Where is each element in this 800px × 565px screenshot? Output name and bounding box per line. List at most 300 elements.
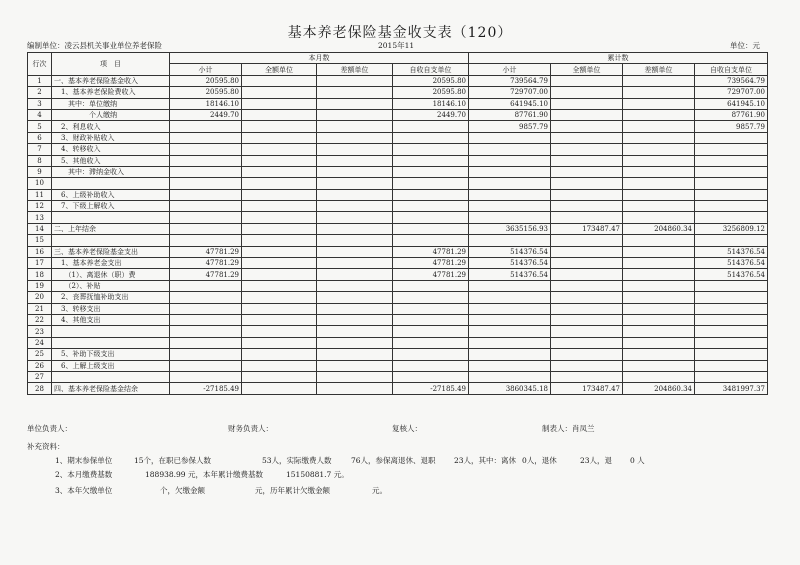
value-cell — [623, 201, 695, 212]
value-cell — [623, 189, 695, 200]
value-cell — [623, 303, 695, 314]
value-cell — [695, 212, 768, 223]
row-item: 1、基本养老保险费收入 — [52, 87, 170, 98]
value-cell — [623, 371, 695, 382]
row-number: 5 — [28, 121, 52, 132]
value-cell — [317, 121, 393, 132]
value-cell — [170, 280, 242, 291]
value-cell — [242, 246, 317, 257]
value-cell — [393, 303, 469, 314]
value-cell — [469, 349, 551, 360]
value-cell — [393, 144, 469, 155]
value-cell — [623, 246, 695, 257]
row-item: 个人缴纳 — [52, 109, 170, 120]
value-cell — [317, 201, 393, 212]
table-row — [28, 349, 768, 360]
row-number: 25 — [28, 349, 52, 360]
table-row — [28, 269, 768, 280]
value-cell — [623, 269, 695, 280]
value-cell — [551, 155, 623, 166]
value-cell: 47781.29 — [170, 246, 242, 257]
table-row — [28, 132, 768, 143]
value-cell: 204860.34 — [623, 223, 695, 234]
value-cell: -27185.49 — [393, 383, 469, 394]
value-cell — [317, 212, 393, 223]
value-cell — [551, 189, 623, 200]
value-cell — [551, 292, 623, 303]
value-cell — [551, 166, 623, 177]
note-2-label: 2、本月缴费基数 — [55, 470, 113, 479]
value-cell — [551, 87, 623, 98]
row-number: 12 — [28, 201, 52, 212]
value-cell — [695, 371, 768, 382]
value-cell: 641945.10 — [469, 98, 551, 109]
subheader-cell: 差额单位 — [317, 64, 393, 75]
note-3-arrears: 个，欠缴金额 — [160, 486, 205, 495]
header-cumulative: 累计数 — [469, 53, 768, 64]
value-cell: 739564.79 — [695, 75, 768, 86]
note-2-month-base: 188938.99 元，本年累计缴费基数 — [145, 470, 263, 479]
note-2-year-base: 15150881.7 元。 — [286, 470, 349, 479]
row-item — [52, 212, 170, 223]
row-number: 10 — [28, 178, 52, 189]
row-item: 其中：单位缴纳 — [52, 98, 170, 109]
value-cell — [317, 87, 393, 98]
row-number: 15 — [28, 235, 52, 246]
value-cell — [393, 326, 469, 337]
value-cell — [317, 303, 393, 314]
table-row — [28, 212, 768, 223]
value-cell — [317, 235, 393, 246]
value-cell: 3256809.12 — [695, 223, 768, 234]
value-cell — [242, 109, 317, 120]
report-period: 2015年11 — [378, 41, 415, 50]
row-item: 其中：滞纳金收入 — [52, 166, 170, 177]
value-cell — [695, 349, 768, 360]
table-row — [28, 360, 768, 371]
value-cell — [551, 371, 623, 382]
row-number: 14 — [28, 223, 52, 234]
value-cell — [623, 349, 695, 360]
value-cell — [170, 292, 242, 303]
value-cell — [393, 223, 469, 234]
value-cell: 2449.70 — [393, 109, 469, 120]
value-cell: 47781.29 — [170, 269, 242, 280]
table-row — [28, 87, 768, 98]
value-cell — [695, 337, 768, 348]
row-number: 18 — [28, 269, 52, 280]
value-cell: 2449.70 — [170, 109, 242, 120]
value-cell — [623, 235, 695, 246]
value-cell — [393, 280, 469, 291]
table-row — [28, 109, 768, 120]
value-cell: 3860345.18 — [469, 383, 551, 394]
table-row — [28, 201, 768, 212]
value-cell — [695, 189, 768, 200]
value-cell — [170, 201, 242, 212]
value-cell — [317, 75, 393, 86]
value-cell — [469, 235, 551, 246]
subheader-cell: 自收自支单位 — [695, 64, 768, 75]
table-row — [28, 246, 768, 257]
page-title: 基本养老保险基金收支表（120） — [287, 25, 513, 41]
value-cell — [242, 121, 317, 132]
value-cell — [170, 371, 242, 382]
value-cell — [551, 212, 623, 223]
value-cell: 514376.54 — [469, 269, 551, 280]
note-3-end: 元。 — [372, 486, 387, 495]
value-cell — [623, 314, 695, 325]
value-cell: 20595.80 — [170, 75, 242, 86]
value-cell — [242, 87, 317, 98]
value-cell — [551, 360, 623, 371]
value-cell — [469, 280, 551, 291]
value-cell: 3481997.37 — [695, 383, 768, 394]
row-item — [52, 326, 170, 337]
value-cell — [393, 212, 469, 223]
value-cell — [469, 326, 551, 337]
row-item: 二、上年结余 — [52, 223, 170, 234]
table-row — [28, 337, 768, 348]
row-number: 8 — [28, 155, 52, 166]
value-cell: 514376.54 — [469, 246, 551, 257]
value-cell — [170, 166, 242, 177]
value-cell — [695, 303, 768, 314]
value-cell — [551, 269, 623, 280]
value-cell — [317, 189, 393, 200]
value-cell — [695, 132, 768, 143]
value-cell: 47781.29 — [170, 258, 242, 269]
value-cell — [317, 371, 393, 382]
note-3-total: 元，历年累计欠缴金额 — [255, 486, 330, 495]
value-cell: 641945.10 — [695, 98, 768, 109]
value-cell — [623, 258, 695, 269]
subheader-cell: 小计 — [170, 64, 242, 75]
value-cell — [623, 75, 695, 86]
value-cell — [242, 371, 317, 382]
value-cell — [393, 201, 469, 212]
row-number: 28 — [28, 383, 52, 394]
row-item: 5、补助下级支出 — [52, 349, 170, 360]
value-cell — [170, 212, 242, 223]
value-cell — [551, 326, 623, 337]
value-cell — [551, 280, 623, 291]
value-cell — [242, 189, 317, 200]
note-1-label: 1、期末参保单位 — [55, 456, 113, 465]
value-cell — [393, 292, 469, 303]
value-cell — [242, 178, 317, 189]
value-cell — [551, 178, 623, 189]
row-item: （2）、补贴 — [52, 280, 170, 291]
header-row-no: 行次 — [28, 53, 52, 76]
value-cell — [469, 132, 551, 143]
value-cell — [623, 144, 695, 155]
value-cell — [393, 166, 469, 177]
subheader-cell: 差额单位 — [623, 64, 695, 75]
row-item — [52, 371, 170, 382]
value-cell — [469, 178, 551, 189]
value-cell: 739564.79 — [469, 75, 551, 86]
value-cell — [242, 223, 317, 234]
row-item: 6、上解上级支出 — [52, 360, 170, 371]
row-number: 19 — [28, 280, 52, 291]
value-cell — [551, 349, 623, 360]
value-cell: 87761.90 — [469, 109, 551, 120]
value-cell — [242, 166, 317, 177]
header-item: 项 目 — [52, 53, 170, 76]
value-cell: 514376.54 — [695, 269, 768, 280]
value-cell — [551, 121, 623, 132]
value-cell — [623, 166, 695, 177]
value-cell — [317, 166, 393, 177]
value-cell — [317, 269, 393, 280]
value-cell — [317, 223, 393, 234]
table-row — [28, 223, 768, 234]
value-cell — [469, 212, 551, 223]
row-item: 四、基本养老保险基金结余 — [52, 383, 170, 394]
value-cell: 47781.29 — [393, 258, 469, 269]
value-cell — [317, 144, 393, 155]
value-cell — [551, 109, 623, 120]
value-cell — [469, 292, 551, 303]
value-cell — [317, 178, 393, 189]
value-cell: 9857.79 — [469, 121, 551, 132]
value-cell — [551, 132, 623, 143]
value-cell — [551, 144, 623, 155]
value-cell: 729707.00 — [695, 87, 768, 98]
value-cell — [551, 75, 623, 86]
note-1-retired: 76人，参保离退休、退职 — [351, 456, 436, 465]
row-number: 3 — [28, 98, 52, 109]
value-cell — [317, 246, 393, 257]
value-cell — [317, 326, 393, 337]
value-cell — [242, 258, 317, 269]
row-item: 4、转移收入 — [52, 144, 170, 155]
value-cell — [695, 292, 768, 303]
note-1-end: 0 人 — [630, 456, 645, 465]
value-cell — [170, 337, 242, 348]
note-3-label: 3、本年欠缴单位 — [55, 486, 113, 495]
value-cell — [623, 109, 695, 120]
value-cell — [242, 212, 317, 223]
table-row — [28, 178, 768, 189]
value-cell: 20595.80 — [393, 75, 469, 86]
subheader-cell: 全额单位 — [242, 64, 317, 75]
value-cell: 87761.90 — [695, 109, 768, 120]
value-cell — [393, 178, 469, 189]
value-cell — [469, 189, 551, 200]
value-cell — [469, 371, 551, 382]
table-row — [28, 166, 768, 177]
note-1-tuixiu: 0人，退休 — [522, 456, 557, 465]
fund-table — [27, 52, 768, 395]
value-cell — [317, 98, 393, 109]
value-cell — [170, 314, 242, 325]
value-cell — [623, 121, 695, 132]
value-cell — [242, 383, 317, 394]
value-cell — [170, 178, 242, 189]
value-cell — [170, 326, 242, 337]
row-number: 26 — [28, 360, 52, 371]
note-1-units: 15个，在职已参保人数 — [134, 456, 212, 465]
value-cell — [393, 349, 469, 360]
header-month: 本月数 — [170, 53, 469, 64]
value-cell — [242, 326, 317, 337]
table-row — [28, 155, 768, 166]
compiling-unit: 编制单位：凌云县机关事业单位养老保险 — [27, 41, 162, 50]
row-number: 27 — [28, 371, 52, 382]
value-cell — [170, 349, 242, 360]
table-row — [28, 280, 768, 291]
value-cell: 204860.34 — [623, 383, 695, 394]
row-item: 7、下级上解收入 — [52, 201, 170, 212]
table-row — [28, 189, 768, 200]
row-number: 7 — [28, 144, 52, 155]
value-cell: 18146.10 — [170, 98, 242, 109]
value-cell — [393, 360, 469, 371]
row-item: 2、丧葬抚恤补助支出 — [52, 292, 170, 303]
signature-preparer: 制表人：肖凤兰 — [542, 424, 595, 433]
row-number: 16 — [28, 246, 52, 257]
value-cell — [623, 337, 695, 348]
value-cell — [695, 235, 768, 246]
value-cell — [551, 258, 623, 269]
value-cell — [170, 121, 242, 132]
value-cell — [623, 280, 695, 291]
value-cell — [242, 337, 317, 348]
value-cell — [242, 269, 317, 280]
value-cell — [623, 98, 695, 109]
row-item — [52, 178, 170, 189]
value-cell — [623, 178, 695, 189]
value-cell — [242, 144, 317, 155]
value-cell: 514376.54 — [695, 246, 768, 257]
value-cell — [317, 155, 393, 166]
value-cell — [393, 121, 469, 132]
value-cell — [623, 212, 695, 223]
value-cell — [242, 98, 317, 109]
value-cell — [317, 280, 393, 291]
value-cell — [695, 144, 768, 155]
value-cell — [695, 326, 768, 337]
table-row — [28, 121, 768, 132]
signature-unit-head: 单位负责人： — [27, 424, 72, 433]
value-cell — [317, 132, 393, 143]
value-cell — [317, 337, 393, 348]
row-item: 6、上级补助收入 — [52, 189, 170, 200]
value-cell — [170, 132, 242, 143]
value-cell — [170, 303, 242, 314]
row-item: 1、基本养老金支出 — [52, 258, 170, 269]
value-cell — [317, 383, 393, 394]
row-number: 22 — [28, 314, 52, 325]
value-cell — [242, 292, 317, 303]
row-number: 21 — [28, 303, 52, 314]
table-row — [28, 326, 768, 337]
value-cell — [551, 235, 623, 246]
value-cell: 9857.79 — [695, 121, 768, 132]
value-cell — [170, 144, 242, 155]
value-cell — [242, 155, 317, 166]
row-number: 2 — [28, 87, 52, 98]
value-cell: 173487.47 — [551, 223, 623, 234]
table-row — [28, 292, 768, 303]
row-item: 4、其他支出 — [52, 314, 170, 325]
value-cell — [242, 201, 317, 212]
value-cell: 3635156.93 — [469, 223, 551, 234]
row-number: 11 — [28, 189, 52, 200]
row-item: 3、转移支出 — [52, 303, 170, 314]
value-cell — [170, 360, 242, 371]
currency-unit: 单位：元 — [730, 41, 760, 50]
value-cell: 20595.80 — [170, 87, 242, 98]
value-cell — [469, 314, 551, 325]
value-cell — [242, 314, 317, 325]
value-cell — [170, 155, 242, 166]
value-cell — [393, 337, 469, 348]
value-cell — [695, 155, 768, 166]
row-number: 24 — [28, 337, 52, 348]
value-cell: 729707.00 — [469, 87, 551, 98]
value-cell — [695, 314, 768, 325]
notes-heading: 补充资料： — [27, 442, 65, 451]
value-cell — [317, 109, 393, 120]
row-item: （1）、离退休（职）费 — [52, 269, 170, 280]
row-item: 3、财政补贴收入 — [52, 132, 170, 143]
row-number: 1 — [28, 75, 52, 86]
value-cell: -27185.49 — [170, 383, 242, 394]
value-cell — [695, 360, 768, 371]
value-cell: 47781.29 — [393, 269, 469, 280]
row-number: 4 — [28, 109, 52, 120]
value-cell — [469, 360, 551, 371]
value-cell — [317, 258, 393, 269]
row-number: 13 — [28, 212, 52, 223]
signature-finance-head: 财务负责人： — [228, 424, 273, 433]
value-cell: 47781.29 — [393, 246, 469, 257]
value-cell — [170, 223, 242, 234]
value-cell — [393, 155, 469, 166]
value-cell — [393, 132, 469, 143]
value-cell — [623, 326, 695, 337]
value-cell — [317, 292, 393, 303]
value-cell — [551, 303, 623, 314]
row-item — [52, 235, 170, 246]
value-cell — [242, 303, 317, 314]
table-row — [28, 314, 768, 325]
table-row — [28, 235, 768, 246]
value-cell — [393, 235, 469, 246]
value-cell — [242, 132, 317, 143]
row-number: 20 — [28, 292, 52, 303]
value-cell: 514376.54 — [469, 258, 551, 269]
value-cell — [469, 166, 551, 177]
subheader-cell: 全额单位 — [551, 64, 623, 75]
value-cell — [623, 155, 695, 166]
row-number: 17 — [28, 258, 52, 269]
value-cell — [242, 235, 317, 246]
value-cell — [695, 280, 768, 291]
table-row — [28, 258, 768, 269]
value-cell — [469, 201, 551, 212]
value-cell — [623, 87, 695, 98]
value-cell — [551, 246, 623, 257]
row-item: 三、基本养老保险基金支出 — [52, 246, 170, 257]
value-cell — [623, 132, 695, 143]
value-cell: 173487.47 — [551, 383, 623, 394]
value-cell — [469, 337, 551, 348]
row-item: 2、利息收入 — [52, 121, 170, 132]
